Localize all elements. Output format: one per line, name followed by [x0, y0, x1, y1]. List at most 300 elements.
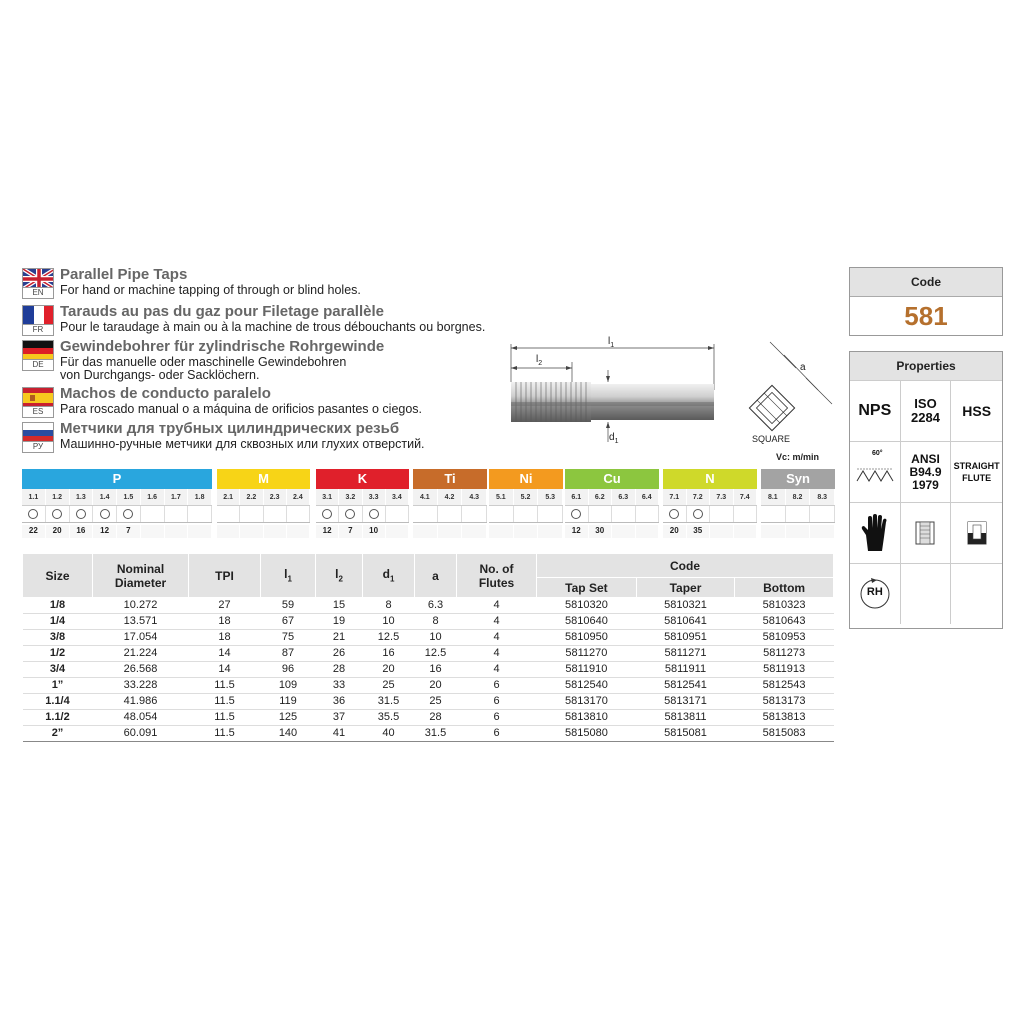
table-cell: 21: [316, 630, 363, 646]
table-row: [23, 694, 834, 710]
material-code: 6.1: [565, 489, 589, 505]
l1-label: $l_1$: [608, 336, 615, 349]
cutting-speed: [438, 525, 463, 538]
material-group-syn: [761, 469, 835, 529]
table-cell: 67: [261, 614, 316, 630]
language-description: [60, 403, 422, 416]
table-cell: 5815081: [636, 726, 734, 742]
language-code: FR: [22, 325, 54, 336]
tapset-header: Tap Set: [537, 578, 637, 598]
material-code: 1.7: [165, 489, 189, 505]
cutting-speed: 12: [93, 525, 117, 538]
material-header: N: [663, 469, 757, 489]
cutting-speed: [761, 525, 786, 538]
language-description: [60, 356, 346, 382]
suitability-cell: [316, 506, 339, 522]
material-group-n: [663, 469, 757, 535]
cutting-speed-row: [565, 525, 659, 538]
cutting-speed-row: [663, 525, 757, 538]
language-title: Gewindebohrer für zylindrische Rohrgewinde: [60, 338, 385, 355]
suitability-cell: [141, 506, 165, 522]
material-code: 1.2: [46, 489, 70, 505]
cutting-speed-row: [413, 525, 487, 538]
table-cell: 37: [316, 710, 363, 726]
table-cell: 5813810: [537, 710, 637, 726]
table-cell: 33: [316, 678, 363, 694]
cutting-speed: 12: [316, 525, 339, 538]
material-code: 7.3: [710, 489, 734, 505]
table-cell: 5810953: [735, 630, 834, 646]
suitable-circle-icon: [123, 509, 133, 519]
suitability-cell: [810, 506, 835, 522]
table-cell: 25: [415, 694, 457, 710]
cutting-speed: 22: [22, 525, 46, 538]
material-code: 4.2: [438, 489, 463, 505]
table-cell: 5811270: [537, 646, 637, 662]
flag-icon: [22, 422, 54, 442]
cutting-speed: 12: [565, 525, 589, 538]
thread-angle-label: 60°: [872, 450, 883, 457]
description-line: Für das manuelle oder maschinelle Gewindebohren: [60, 355, 347, 369]
properties-label: Properties: [850, 352, 1002, 380]
material-codes: [761, 489, 835, 506]
flutes-header: No. of Flutes: [457, 554, 537, 598]
size-table: [22, 553, 834, 742]
suitability-cell: [612, 506, 636, 522]
blind-hole-icon: [951, 502, 1002, 563]
cutting-speed: [287, 525, 310, 538]
language-code: РУ: [22, 442, 54, 453]
thread-angle-icon: [850, 441, 901, 502]
cutting-speed: 20: [663, 525, 687, 538]
table-cell: 6: [457, 710, 537, 726]
table-cell: 5812543: [735, 678, 834, 694]
suitable-circle-icon: [693, 509, 703, 519]
suitability-cell: [589, 506, 613, 522]
table-cell: 17.054: [93, 630, 189, 646]
cutting-speed: [413, 525, 438, 538]
vc-unit-label: Vc: m/min: [776, 452, 820, 462]
iso-property: ISO 2284: [901, 380, 952, 441]
suitable-circle-icon: [669, 509, 679, 519]
material-code: 1.8: [188, 489, 212, 505]
material-code: 7.1: [663, 489, 687, 505]
cutting-speed: 7: [117, 525, 141, 538]
bottom-header: Bottom: [735, 578, 834, 598]
table-cell: 5813811: [636, 710, 734, 726]
suitability-cell: [188, 506, 212, 522]
cutting-speed: 30: [589, 525, 613, 538]
cutting-speed: [489, 525, 514, 538]
material-code: 3.4: [386, 489, 409, 505]
table-cell: 31.5: [415, 726, 457, 742]
table-cell: 16: [363, 646, 415, 662]
material-header: Syn: [761, 469, 835, 489]
flag-icon: [22, 268, 54, 288]
table-cell: 10: [415, 630, 457, 646]
description-line: Pour le taraudage à main ou à la machine de trous débouchants ou borgnes.: [60, 320, 486, 334]
material-header: Ti: [413, 469, 487, 489]
table-row: [23, 614, 834, 630]
properties-panel: [849, 351, 1003, 629]
suitability-cell: [538, 506, 563, 522]
glove-icon: [850, 502, 901, 563]
suitability-cell: [734, 506, 758, 522]
code-header: Code: [537, 554, 834, 578]
suitability-cell: [413, 506, 438, 522]
cutting-speed-row: [761, 525, 835, 538]
table-cell: 10.272: [93, 598, 189, 614]
rh-label: RH: [866, 586, 883, 598]
table-cell: 28: [316, 662, 363, 678]
table-cell: 12.5: [415, 646, 457, 662]
ansi-property: ANSI B94.9 1979: [901, 441, 952, 502]
material-header: Ni: [489, 469, 563, 489]
language-block-de: [22, 338, 522, 382]
table-cell: 4: [457, 662, 537, 678]
square-label: SQUARE: [752, 434, 791, 444]
table-cell: 5812541: [636, 678, 734, 694]
material-suitability: [316, 506, 409, 523]
table-cell: 60.091: [93, 726, 189, 742]
material-code: 1.5: [117, 489, 141, 505]
cutting-speed-row: [489, 525, 563, 538]
description-line: Машинно-ручные метчики для сквозных или глухих отверстий.: [60, 437, 425, 451]
table-cell: 5811273: [735, 646, 834, 662]
language-title: Machos de conducto paralelo: [60, 385, 271, 402]
code-panel-label: Code: [850, 268, 1002, 297]
language-title: Parallel Pipe Taps: [60, 266, 188, 283]
suitable-circle-icon: [28, 509, 38, 519]
material-code: 8.2: [786, 489, 811, 505]
suitability-cell: [489, 506, 514, 522]
cutting-speed: [734, 525, 758, 538]
material-code: 8.3: [810, 489, 835, 505]
description-line: von Durchgangs- oder Sacklöchern.: [60, 368, 260, 382]
table-cell: 41: [316, 726, 363, 742]
empty-cell: [951, 563, 1002, 624]
table-cell: 5811913: [735, 662, 834, 678]
suitable-circle-icon: [76, 509, 86, 519]
table-cell: 33.228: [93, 678, 189, 694]
material-code: 1.1: [22, 489, 46, 505]
table-cell: 40: [363, 726, 415, 742]
nominal-header: Nominal Diameter: [93, 554, 189, 598]
cutting-speed: [462, 525, 487, 538]
table-cell: 13.571: [93, 614, 189, 630]
material-suitability: [217, 506, 310, 523]
language-code: DE: [22, 360, 54, 371]
cutting-speed: [217, 525, 240, 538]
table-cell: 3/8: [23, 630, 93, 646]
language-description: [60, 438, 425, 451]
table-cell: 28: [415, 710, 457, 726]
material-group-ti: [413, 469, 487, 529]
material-suitability: [22, 506, 212, 523]
table-cell: 11.5: [189, 710, 261, 726]
table-cell: 16: [415, 662, 457, 678]
table-cell: 1/2: [23, 646, 93, 662]
flag-icon: [22, 387, 54, 407]
material-group-cu: [565, 469, 659, 535]
d1-header: $d_1$: [363, 554, 415, 598]
language-code: EN: [22, 288, 54, 299]
table-cell: 21.224: [93, 646, 189, 662]
material-codes: [22, 489, 212, 506]
l2-header: $l_2$: [316, 554, 363, 598]
material-code: 7.2: [687, 489, 711, 505]
cutting-speed: [538, 525, 563, 538]
material-code: 7.4: [734, 489, 758, 505]
table-cell: 20: [415, 678, 457, 694]
table-row: [23, 598, 834, 614]
material-suitability: [565, 506, 659, 523]
flag-icon: [22, 340, 54, 360]
suitability-cell: [710, 506, 734, 522]
table-cell: 8: [363, 598, 415, 614]
cutting-speed-row: [316, 525, 409, 538]
language-description: [60, 284, 361, 297]
suitability-cell: [46, 506, 70, 522]
table-cell: 5815083: [735, 726, 834, 742]
table-cell: 5810643: [735, 614, 834, 630]
material-code: 1.3: [70, 489, 94, 505]
material-code: 1.6: [141, 489, 165, 505]
material-group-m: [217, 469, 310, 529]
suitable-circle-icon: [571, 509, 581, 519]
table-cell: 5810950: [537, 630, 637, 646]
language-title: Метчики для трубных цилиндрических резьб: [60, 420, 400, 437]
table-cell: 96: [261, 662, 316, 678]
material-code: 6.4: [636, 489, 660, 505]
table-cell: 4: [457, 646, 537, 662]
table-cell: 5815080: [537, 726, 637, 742]
table-cell: 5813173: [735, 694, 834, 710]
code-panel: [849, 267, 1003, 336]
material-header: P: [22, 469, 212, 489]
cutting-speed-row: [217, 525, 310, 538]
through-hole-icon: [901, 502, 952, 563]
d1-label: $d_1$: [609, 432, 619, 445]
material-code: 1.4: [93, 489, 117, 505]
table-row: [23, 646, 834, 662]
table-cell: 31.5: [363, 694, 415, 710]
table-cell: 15: [316, 598, 363, 614]
table-cell: 10: [363, 614, 415, 630]
material-header: K: [316, 469, 409, 489]
table-cell: 5812540: [537, 678, 637, 694]
suitable-circle-icon: [322, 509, 332, 519]
empty-cell: [901, 563, 952, 624]
table-cell: 4: [457, 614, 537, 630]
flag-icon: [22, 305, 54, 325]
material-code: 2.3: [264, 489, 287, 505]
table-cell: 6: [457, 694, 537, 710]
suitability-cell: [93, 506, 117, 522]
table-cell: 2”: [23, 726, 93, 742]
material-codes: [413, 489, 487, 506]
table-cell: 11.5: [189, 694, 261, 710]
code-value: 581: [904, 301, 948, 331]
taper-header: Taper: [636, 578, 734, 598]
suitable-circle-icon: [369, 509, 379, 519]
table-row: [23, 630, 834, 646]
table-cell: 5813813: [735, 710, 834, 726]
material-suitability: [489, 506, 563, 523]
cutting-speed: [710, 525, 734, 538]
suitability-cell: [287, 506, 310, 522]
material-code: 5.3: [538, 489, 563, 505]
suitability-cell: [514, 506, 539, 522]
table-cell: 1”: [23, 678, 93, 694]
material-code: 5.2: [514, 489, 539, 505]
cutting-speed: [514, 525, 539, 538]
table-cell: 14: [189, 646, 261, 662]
l2-label: $l_2$: [536, 354, 543, 367]
suitability-cell: [165, 506, 189, 522]
table-cell: 5810320: [537, 598, 637, 614]
suitable-circle-icon: [100, 509, 110, 519]
cutting-speed: 7: [339, 525, 362, 538]
language-block-fr: [22, 305, 522, 339]
suitability-cell: [70, 506, 94, 522]
table-cell: 35.5: [363, 710, 415, 726]
table-cell: 3/4: [23, 662, 93, 678]
table-cell: 14: [189, 662, 261, 678]
table-cell: 11.5: [189, 726, 261, 742]
table-cell: 18: [189, 614, 261, 630]
material-code: 2.1: [217, 489, 240, 505]
description-line: Para roscado manual o a máquina de orificios pasantes o ciegos.: [60, 402, 423, 416]
table-cell: 20: [363, 662, 415, 678]
language-block-en: [22, 268, 522, 302]
table-cell: 5811911: [636, 662, 734, 678]
material-code: 5.1: [489, 489, 514, 505]
suitability-cell: [786, 506, 811, 522]
table-cell: 18: [189, 630, 261, 646]
suitability-cell: [462, 506, 487, 522]
material-group-k: [316, 469, 409, 535]
language-block-ру: [22, 422, 522, 456]
material-suitability: [413, 506, 487, 523]
cutting-speed: [612, 525, 636, 538]
table-cell: 140: [261, 726, 316, 742]
tap-diagram: [500, 330, 840, 470]
cutting-speed: [810, 525, 835, 538]
table-cell: 1.1/4: [23, 694, 93, 710]
suitability-cell: [217, 506, 240, 522]
table-cell: 41.986: [93, 694, 189, 710]
cutting-speed: 35: [687, 525, 711, 538]
table-cell: 6: [457, 726, 537, 742]
material-code: 6.3: [612, 489, 636, 505]
material-suitability: [663, 506, 757, 523]
material-codes: [316, 489, 409, 506]
rh-rotation-icon: [850, 563, 901, 624]
table-cell: 5811910: [537, 662, 637, 678]
table-cell: 59: [261, 598, 316, 614]
material-code: 2.4: [287, 489, 310, 505]
tap-drawing: [500, 330, 840, 470]
tpi-header: TPI: [189, 554, 261, 598]
language-block-es: [22, 387, 522, 421]
description-line: For hand or machine tapping of through or blind holes.: [60, 283, 361, 297]
material-suitability: [761, 506, 835, 523]
material-codes: [663, 489, 757, 506]
material-code: 3.2: [339, 489, 362, 505]
cutting-speed: [264, 525, 287, 538]
material-code: 3.3: [363, 489, 386, 505]
suitability-cell: [565, 506, 589, 522]
table-row: [23, 710, 834, 726]
material-group-p: [22, 469, 212, 535]
hss-property: HSS: [951, 380, 1002, 441]
suitability-cell: [363, 506, 386, 522]
cutting-speed: [636, 525, 660, 538]
table-cell: 5810323: [735, 598, 834, 614]
table-cell: 4: [457, 630, 537, 646]
table-row: [23, 726, 834, 742]
suitable-circle-icon: [345, 509, 355, 519]
material-code: 4.1: [413, 489, 438, 505]
material-header: M: [217, 469, 310, 489]
table-cell: 48.054: [93, 710, 189, 726]
table-cell: 27: [189, 598, 261, 614]
table-cell: 1/8: [23, 598, 93, 614]
material-code: 4.3: [462, 489, 487, 505]
table-cell: 6: [457, 678, 537, 694]
table-cell: 6.3: [415, 598, 457, 614]
table-cell: 119: [261, 694, 316, 710]
a-label: a: [800, 362, 806, 373]
language-description: [60, 321, 485, 334]
table-cell: 26: [316, 646, 363, 662]
l1-header: $l_1$: [261, 554, 316, 598]
cutting-speed: [165, 525, 189, 538]
material-header: Cu: [565, 469, 659, 489]
suitability-cell: [240, 506, 263, 522]
language-code: ES: [22, 407, 54, 418]
language-title: Tarauds au pas du gaz pour Filetage parallèle: [60, 303, 384, 320]
material-code: 2.2: [240, 489, 263, 505]
suitability-cell: [636, 506, 660, 522]
flute-property: STRAIGHT FLUTE: [951, 441, 1002, 502]
cutting-speed: [188, 525, 212, 538]
suitability-cell: [22, 506, 46, 522]
table-cell: 5810951: [636, 630, 734, 646]
table-cell: 5811271: [636, 646, 734, 662]
table-cell: 19: [316, 614, 363, 630]
suitable-circle-icon: [52, 509, 62, 519]
a-header: a: [415, 554, 457, 598]
table-cell: 5813171: [636, 694, 734, 710]
cutting-speed: [786, 525, 811, 538]
table-cell: 5810640: [537, 614, 637, 630]
suitability-cell: [386, 506, 409, 522]
material-codes: [565, 489, 659, 506]
cutting-speed: [141, 525, 165, 538]
table-cell: 87: [261, 646, 316, 662]
material-code: 3.1: [316, 489, 339, 505]
cutting-speed: 20: [46, 525, 70, 538]
cutting-speed: 16: [70, 525, 94, 538]
cutting-speed: [240, 525, 263, 538]
table-cell: 5813170: [537, 694, 637, 710]
cutting-speed-row: [22, 525, 212, 538]
table-cell: 4: [457, 598, 537, 614]
material-code: 8.1: [761, 489, 786, 505]
table-cell: 5810641: [636, 614, 734, 630]
